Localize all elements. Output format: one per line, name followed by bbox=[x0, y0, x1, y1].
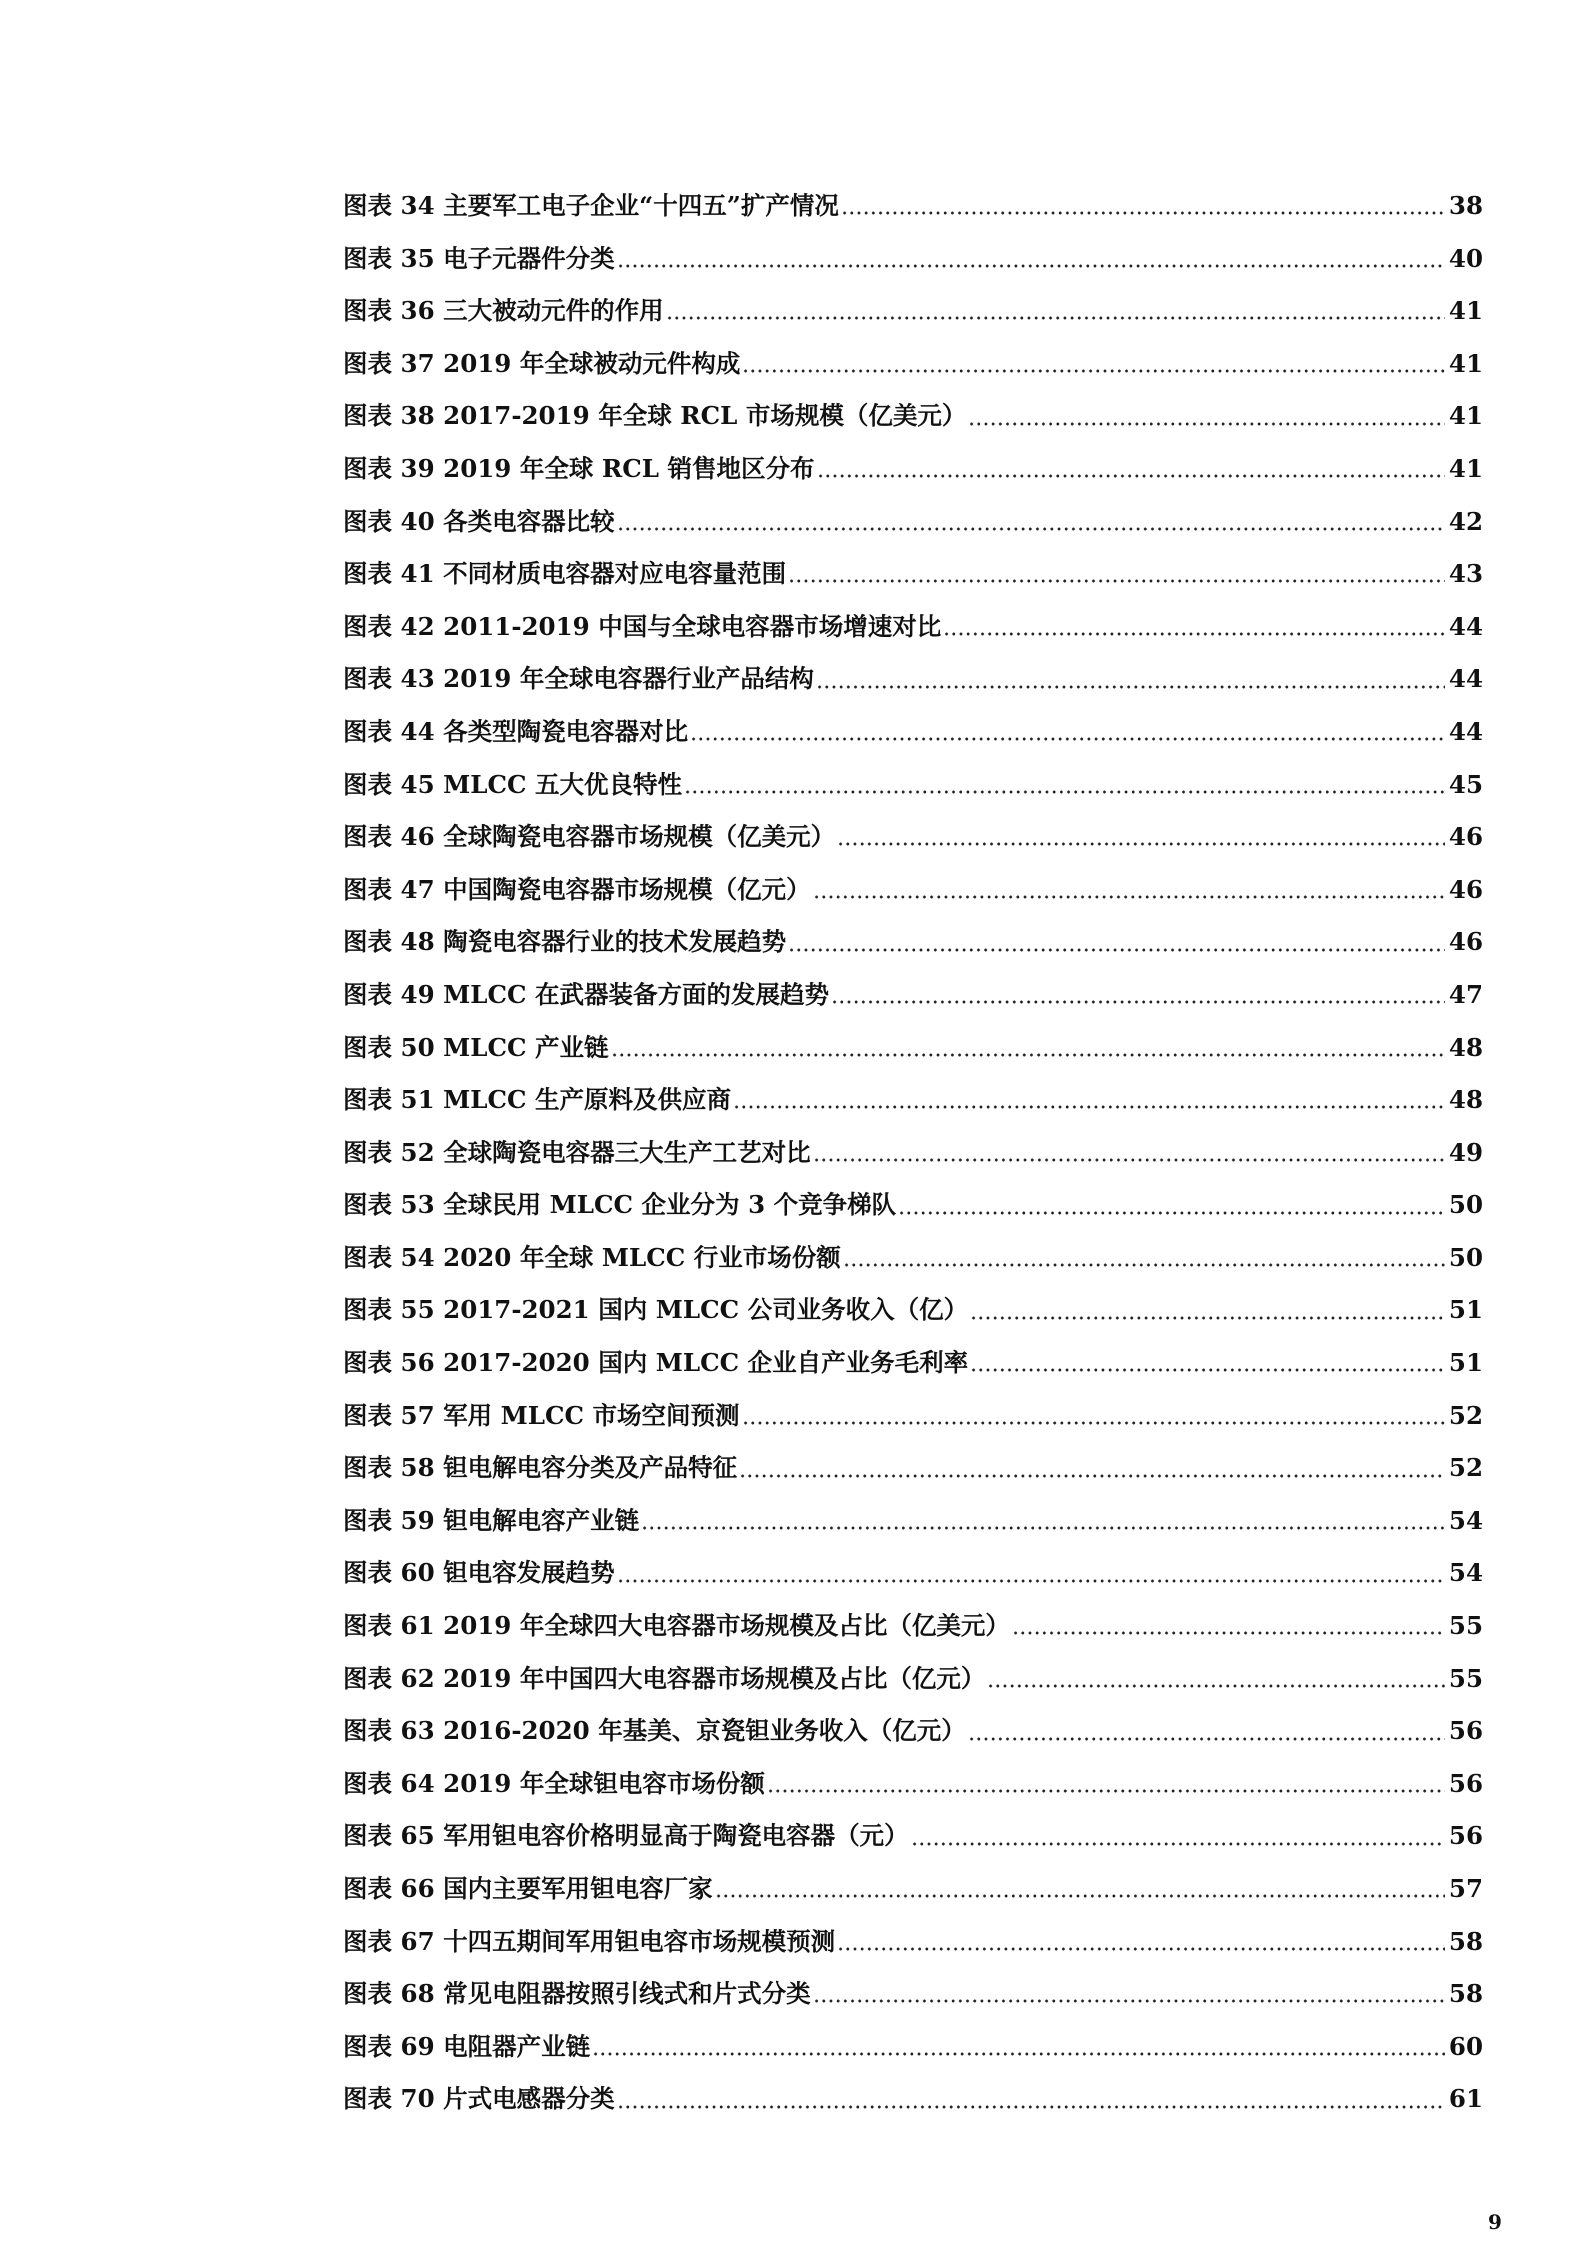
toc-entry-title: 图表 49 MLCC 在武器装备方面的发展趋势 bbox=[343, 979, 830, 1009]
toc-entry-page-number: 41 bbox=[1448, 296, 1483, 326]
toc-entry[interactable] bbox=[343, 2073, 1483, 2126]
toc-entry[interactable] bbox=[343, 1390, 1483, 1443]
toc-entry-title: 图表 58 钽电解电容分类及产品特征 bbox=[343, 1453, 738, 1483]
toc-entry[interactable] bbox=[343, 1074, 1483, 1127]
toc-entry-title: 图表 59 钽电解电容产业链 bbox=[343, 1505, 640, 1535]
toc-entry-page-number: 60 bbox=[1448, 2031, 1483, 2061]
toc-entry-page-number: 46 bbox=[1448, 822, 1483, 852]
toc-entry-title: 图表 50 MLCC 产业链 bbox=[343, 1032, 609, 1062]
table-of-figures bbox=[343, 180, 1483, 2126]
toc-entry-page-number: 49 bbox=[1448, 1137, 1483, 1167]
toc-entry-title: 图表 38 2017-2019 年全球 RCL 市场规模（亿美元） bbox=[343, 401, 967, 431]
toc-entry[interactable] bbox=[343, 1653, 1483, 1706]
toc-entry[interactable] bbox=[343, 706, 1483, 759]
dot-leader bbox=[641, 1525, 1445, 1531]
toc-entry-page-number: 44 bbox=[1448, 611, 1483, 641]
toc-entry-page-number: 58 bbox=[1448, 1979, 1483, 2009]
toc-entry-page-number: 52 bbox=[1448, 1400, 1483, 1430]
dot-leader bbox=[987, 1683, 1445, 1689]
dot-leader bbox=[813, 894, 1445, 900]
dot-leader bbox=[813, 1157, 1445, 1163]
toc-entry-page-number: 54 bbox=[1448, 1505, 1483, 1535]
toc-entry[interactable] bbox=[343, 1810, 1483, 1863]
toc-entry-title: 图表 63 2016-2020 年基美、京瓷钽业务收入（亿元） bbox=[343, 1716, 966, 1746]
dot-leader bbox=[767, 1788, 1445, 1794]
toc-entry[interactable] bbox=[343, 1337, 1483, 1390]
dot-leader bbox=[715, 1893, 1445, 1899]
toc-entry[interactable] bbox=[343, 1600, 1483, 1653]
toc-entry-page-number: 40 bbox=[1448, 243, 1483, 273]
toc-entry[interactable] bbox=[343, 969, 1483, 1022]
dot-leader bbox=[788, 947, 1445, 953]
toc-entry-title: 图表 46 全球陶瓷电容器市场规模（亿美元） bbox=[343, 822, 836, 852]
toc-entry-title: 图表 48 陶瓷电容器行业的技术发展趋势 bbox=[343, 927, 787, 957]
toc-entry-title: 图表 36 三大被动元件的作用 bbox=[343, 296, 664, 326]
dot-leader bbox=[592, 2051, 1445, 2057]
toc-entry-page-number: 44 bbox=[1448, 716, 1483, 746]
toc-entry-page-number: 50 bbox=[1448, 1242, 1483, 1272]
dot-leader bbox=[970, 1315, 1445, 1321]
dot-leader bbox=[611, 1052, 1445, 1058]
toc-entry[interactable] bbox=[343, 1179, 1483, 1232]
dot-leader bbox=[788, 578, 1445, 584]
toc-entry-title: 图表 61 2019 年全球四大电容器市场规模及占比（亿美元） bbox=[343, 1611, 1010, 1641]
toc-entry[interactable] bbox=[343, 653, 1483, 706]
dot-leader bbox=[943, 631, 1445, 637]
toc-entry-page-number: 50 bbox=[1448, 1190, 1483, 1220]
toc-entry[interactable] bbox=[343, 390, 1483, 443]
toc-entry-title: 图表 60 钽电容发展趋势 bbox=[343, 1558, 615, 1588]
dot-leader bbox=[733, 1104, 1445, 1110]
toc-entry-page-number: 52 bbox=[1448, 1453, 1483, 1483]
toc-entry[interactable] bbox=[343, 1916, 1483, 1969]
toc-entry-title: 图表 37 2019 年全球被动元件构成 bbox=[343, 348, 741, 378]
toc-entry-page-number: 56 bbox=[1448, 1716, 1483, 1746]
toc-entry[interactable] bbox=[343, 1758, 1483, 1811]
toc-entry-title: 图表 70 片式电感器分类 bbox=[343, 2084, 615, 2114]
dot-leader bbox=[898, 1210, 1445, 1216]
dot-leader bbox=[816, 684, 1445, 690]
dot-leader bbox=[843, 1262, 1445, 1268]
dot-leader bbox=[817, 473, 1445, 479]
toc-entry-title: 图表 43 2019 年全球电容器行业产品结构 bbox=[343, 664, 814, 694]
toc-entry[interactable] bbox=[343, 811, 1483, 864]
toc-entry-title: 图表 56 2017-2020 国内 MLCC 企业自产业务毛利率 bbox=[343, 1348, 969, 1378]
dot-leader bbox=[684, 789, 1445, 795]
dot-leader bbox=[841, 210, 1445, 216]
toc-entry-page-number: 44 bbox=[1448, 664, 1483, 694]
toc-entry-page-number: 56 bbox=[1448, 1768, 1483, 1798]
toc-entry-title: 图表 53 全球民用 MLCC 企业分为 3 个竞争梯队 bbox=[343, 1190, 897, 1220]
toc-entry[interactable] bbox=[343, 1863, 1483, 1916]
toc-entry[interactable] bbox=[343, 338, 1483, 391]
toc-entry-title: 图表 44 各类型陶瓷电容器对比 bbox=[343, 716, 689, 746]
page-number: 9 bbox=[1488, 2210, 1502, 2234]
toc-entry-page-number: 57 bbox=[1448, 1874, 1483, 1903]
toc-entry[interactable] bbox=[343, 180, 1483, 233]
toc-entry[interactable] bbox=[343, 759, 1483, 812]
dot-leader bbox=[742, 1420, 1445, 1426]
toc-entry-page-number: 61 bbox=[1448, 2084, 1483, 2114]
toc-entry-page-number: 45 bbox=[1448, 769, 1483, 799]
toc-entry-title: 图表 62 2019 年中国四大电容器市场规模及占比（亿元） bbox=[343, 1663, 986, 1693]
toc-entry[interactable] bbox=[343, 1495, 1483, 1548]
toc-entry[interactable] bbox=[343, 548, 1483, 601]
toc-entry-page-number: 43 bbox=[1448, 559, 1483, 589]
toc-entry-page-number: 38 bbox=[1448, 191, 1483, 220]
toc-entry[interactable] bbox=[343, 1705, 1483, 1758]
toc-entry-title: 图表 41 不同材质电容器对应电容量范围 bbox=[343, 559, 787, 589]
dot-leader bbox=[617, 1578, 1445, 1584]
toc-entry[interactable] bbox=[343, 1442, 1483, 1495]
dot-leader bbox=[968, 421, 1445, 427]
toc-entry-page-number: 58 bbox=[1448, 1926, 1483, 1956]
toc-entry-page-number: 54 bbox=[1448, 1558, 1483, 1588]
toc-entry[interactable] bbox=[343, 496, 1483, 549]
toc-entry-title: 图表 65 军用钽电容价格明显高于陶瓷电容器（元） bbox=[343, 1821, 909, 1851]
toc-entry-page-number: 41 bbox=[1448, 348, 1483, 378]
dot-leader bbox=[739, 1473, 1445, 1479]
toc-entry-title: 图表 67 十四五期间军用钽电容市场规模预测 bbox=[343, 1926, 836, 1956]
toc-entry-title: 图表 35 电子元器件分类 bbox=[343, 243, 615, 273]
dot-leader bbox=[831, 999, 1445, 1005]
toc-entry-page-number: 41 bbox=[1448, 453, 1483, 483]
dot-leader bbox=[1012, 1630, 1445, 1636]
toc-entry-title: 图表 45 MLCC 五大优良特性 bbox=[343, 769, 683, 799]
toc-entry-page-number: 51 bbox=[1448, 1348, 1483, 1378]
toc-entry-title: 图表 51 MLCC 生产原料及供应商 bbox=[343, 1085, 732, 1115]
toc-entry[interactable] bbox=[343, 601, 1483, 654]
toc-entry-page-number: 41 bbox=[1448, 401, 1483, 431]
dot-leader bbox=[837, 1946, 1445, 1952]
toc-entry-page-number: 48 bbox=[1448, 1085, 1483, 1115]
dot-leader bbox=[968, 1736, 1445, 1742]
toc-entry-page-number: 47 bbox=[1448, 979, 1483, 1009]
toc-entry-page-number: 48 bbox=[1448, 1032, 1483, 1062]
toc-entry-page-number: 42 bbox=[1448, 506, 1483, 536]
dot-leader bbox=[911, 1841, 1445, 1847]
toc-entry-title: 图表 57 军用 MLCC 市场空间预测 bbox=[343, 1400, 740, 1430]
toc-entry[interactable] bbox=[343, 1547, 1483, 1600]
toc-entry-title: 图表 34 主要军工电子企业“十四五”扩产情况 bbox=[343, 191, 839, 220]
toc-entry-title: 图表 64 2019 年全球钽电容市场份额 bbox=[343, 1768, 765, 1798]
toc-entry[interactable] bbox=[343, 1232, 1483, 1285]
toc-entry[interactable] bbox=[343, 2021, 1483, 2074]
toc-entry-page-number: 51 bbox=[1448, 1295, 1483, 1325]
toc-entry-title: 图表 68 常见电阻器按照引线式和片式分类 bbox=[343, 1979, 811, 2009]
toc-entry[interactable] bbox=[343, 916, 1483, 969]
toc-entry-page-number: 55 bbox=[1448, 1611, 1483, 1641]
toc-entry[interactable] bbox=[343, 1284, 1483, 1337]
toc-entry-title: 图表 69 电阻器产业链 bbox=[343, 2031, 591, 2061]
toc-entry-title: 图表 66 国内主要军用钽电容厂家 bbox=[343, 1874, 713, 1903]
dot-leader bbox=[813, 1998, 1445, 2004]
toc-entry[interactable] bbox=[343, 1127, 1483, 1180]
toc-entry-title: 图表 40 各类电容器比较 bbox=[343, 506, 615, 536]
toc-entry-title: 图表 39 2019 年全球 RCL 销售地区分布 bbox=[343, 453, 815, 483]
toc-entry-title: 图表 55 2017-2021 国内 MLCC 公司业务收入（亿） bbox=[343, 1295, 969, 1325]
toc-entry[interactable] bbox=[343, 443, 1483, 496]
dot-leader bbox=[617, 526, 1445, 532]
toc-entry-title: 图表 54 2020 年全球 MLCC 行业市场份额 bbox=[343, 1242, 841, 1272]
toc-entry-title: 图表 42 2011-2019 中国与全球电容器市场增速对比 bbox=[343, 611, 942, 641]
toc-entry[interactable] bbox=[343, 864, 1483, 917]
toc-entry[interactable] bbox=[343, 1968, 1483, 2021]
toc-entry[interactable] bbox=[343, 285, 1483, 338]
dot-leader bbox=[742, 368, 1445, 374]
dot-leader bbox=[970, 1367, 1445, 1373]
toc-entry-page-number: 56 bbox=[1448, 1821, 1483, 1851]
toc-entry-page-number: 55 bbox=[1448, 1663, 1483, 1693]
toc-entry-title: 图表 52 全球陶瓷电容器三大生产工艺对比 bbox=[343, 1137, 811, 1167]
dot-leader bbox=[617, 2104, 1445, 2110]
dot-leader bbox=[617, 263, 1445, 269]
toc-entry-title: 图表 47 中国陶瓷电容器市场规模（亿元） bbox=[343, 874, 811, 904]
dot-leader bbox=[837, 841, 1445, 847]
toc-entry-page-number: 46 bbox=[1448, 927, 1483, 957]
toc-entry-page-number: 46 bbox=[1448, 874, 1483, 904]
dot-leader bbox=[690, 736, 1445, 742]
dot-leader bbox=[666, 315, 1445, 321]
toc-entry[interactable] bbox=[343, 233, 1483, 286]
toc-entry[interactable] bbox=[343, 1022, 1483, 1075]
